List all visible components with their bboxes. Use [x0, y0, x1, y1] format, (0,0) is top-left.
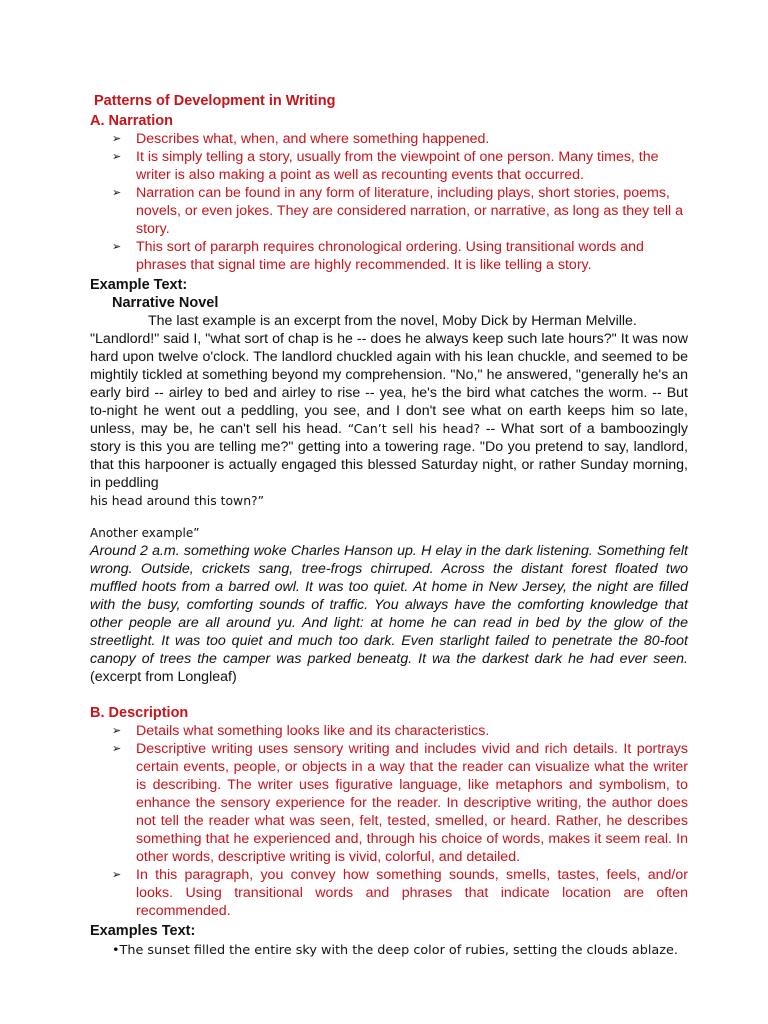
arrow-bullet-icon: ➢ [112, 869, 122, 881]
description-heading: B. Description [90, 705, 189, 721]
list-item: ➢ This sort of pararph requires chronological ordering. Using transitional words and phrases that signal time are highly recommended. It is like telling a story. [112, 239, 644, 273]
moby-dick-excerpt [90, 312, 688, 510]
list-item: ➢ Narration can be found in any form of literature, including plays, short stories, poems, novels, or even jokes. They are considered narration, or narrative, as long as they tell a story. [112, 185, 684, 237]
list-item: ➢ Describes what, when, and where something happened. [112, 131, 490, 147]
excerpt-intro: The last example is an excerpt from the novel, Moby Dick by Herman Melville. [148, 313, 637, 329]
arrow-bullet-icon: ➢ [112, 133, 122, 145]
list-item: ➢ In this paragraph, you convey how something sounds, smells, tastes, feels, and/or looks. Using transitional words and phrases that indicate location are often recommended. [112, 867, 688, 919]
longleaf-excerpt: Around 2 a.m. something woke Charles Hanson up. H elay in the dark listening. Something felt wrong. Outside, crickets sang, tree-frogs chirruped. Across the distant forest floated two muffled hoots from a barred owl. It was too quiet. At home in New Jersey, the night are filled with the busy, comforting sounds of traffic. You always have the comforting knowledge that other people are all around yu. And light: at home he can read in bed by the glow of the streetlight. It was too quiet and much too dark. Even starlight failed to penetrate the 80-foot canopy of trees the camper was parked beneatg. It wa the darkest dark he had ever seen. (excerpt from Longleaf) [90, 543, 688, 685]
narration-heading: A. Narration [90, 113, 173, 129]
narration-example-label: Example Text: [90, 277, 188, 293]
list-item: ➢ Descriptive writing uses sensory writing and includes vivid and rich details. It portrays certain events, people, or objects in a way that the reader can visualize what the writer is describing. The writer uses figurative language, like metaphors and symbolism, to enhance the sensory experience for the reader. In descriptive writing, the author does not tell the reader what was seen, felt, tested, smelled, or heard. Rather, he describes something that he experienced and, through his choice of words, makes it seem real. In other words, descriptive writing is vivid, colorful, and detailed. [112, 741, 688, 865]
sunset-example: •The sunset filled the entire sky with the deep color of rubies, setting the clouds ablaze. [112, 943, 678, 958]
document-title: Patterns of Development in Writing [94, 93, 336, 109]
list-item: ➢ Details what something looks like and its characteristics. [112, 723, 490, 739]
excerpt-body: "Landlord!" said I, "what sort of chap is he -- does he always keep such late hours?" It was now hard upon twelve o'clock. The landlord chuckled again with his lean chuckle, and seemed to be mightily tickled at something beyond my comprehension. "No," he answered, "generally he's an early bird -- airley to bed and airley to rise -- yea, he's the bird what catches the worm. -- But to-night he went out a peddling, you see, and I don't see what on earth keeps him so late, unless, may be, he can't sell his head. “Can’t sell his head? -- What sort of a bamboozingly story is this you are telling me?" getting into a towering rage. "Do you pretend to say, landlord, that this harpooner is actually engaged this blessed Saturday night, or rather Sunday morning, in peddling his head around this town?” [90, 331, 688, 508]
another-example-label: Another example” [90, 526, 200, 540]
narration-bullet-list [90, 130, 688, 274]
arrow-bullet-icon: ➢ [112, 187, 122, 199]
arrow-bullet-icon: ➢ [112, 725, 122, 737]
narrative-novel-label: Narrative Novel [112, 295, 219, 311]
list-item: ➢ It is simply telling a story, usually from the viewpoint of one person. Many times, the writer is also making a point as well as recounting events that occurred. [112, 149, 659, 183]
arrow-bullet-icon: ➢ [112, 151, 122, 163]
description-example-label: Examples Text: [90, 923, 196, 939]
description-bullet-list [90, 722, 688, 920]
arrow-bullet-icon: ➢ [112, 241, 122, 253]
arrow-bullet-icon: ➢ [112, 743, 122, 755]
